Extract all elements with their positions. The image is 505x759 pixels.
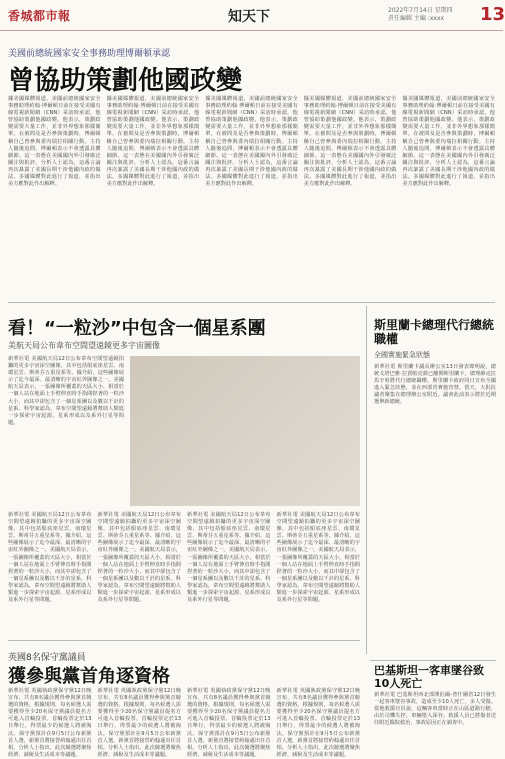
story2-subheadline: 美航天局公布韋布空間望遠鏡更多宇宙圖像 — [8, 341, 160, 350]
sidebar2-body: 新華社電 巴基斯坦西北部開伯爾-普什圖省12日發生一起客車墜谷事故，造成至少10人死亡、多人受傷。當地救援官員說，這輛客車當時正在山區道路行駛，由於司機失控，車輛墜入深谷。救援人員已將傷者送往附近醫院救治，事故原因正在調查中。 — [374, 692, 496, 727]
editor-line: 責任編輯 主編 :xxxx — [388, 15, 445, 22]
story1-column: 據美國媒體報道，美國前總統國家安全事務助理約翰·博爾頓日前在接受美國有線電視新聞網（CNN）采訪時承認，他曾協助策劃他國政變。他表示，策劃政變需要大量工作，並非外界想象那樣簡單。在被問及是否參與策劃時，博爾頓稱自己曾參與委內瑞拉相關行動。主持人隨後追問，博爾頓表示不會透露具體細節。這一表態在美國國內外引發廣泛關注與批評。分析人士認為，這番言論再次暴露了美國長期干涉他國內政的做法。多國媒體對此進行了報道，並指出美方應對此作出解釋。 — [106, 96, 200, 188]
divider — [370, 660, 496, 661]
story1-headline: 曾協助策劃他國政變 — [8, 66, 243, 96]
story2-body-columns: 新華社電 美國航天局12日公布韋布空間望遠鏡拍攝的更多宇宙深空圖像，其中包括船底座星雲、南環星雲、斯蒂芬五重星系等。據介紹，這些圖像展示了迄今最深、最清晰的宇宙紅外圖像之一。美國航天局表示，一張圖像所覆蓋的天區大小，相當於一個人站在地面上手臂伸直時手指間捏著的一粒沙大小，而其中卻包含了一個星系團以及數以千計的星系。科學家認為，韋布空間望遠鏡將幫助人類進一步探索宇宙起源、星系形成以及系外行星等問題。 新華社電 美國航天局12日公布韋布空間望遠鏡拍攝的更多宇宙深空圖像，其中包括船底座星雲、南環星雲、斯蒂芬五重星系等。據介紹，這些圖像展示了迄今最深、最清晰的宇宙紅外圖像之一。美國航天局表示，一張圖像所覆蓋的天區大小，相當於一個人站在地面上手臂伸直時手指間捏著的一粒沙大小，而其中卻包含了一個星系團以及數以千計的星系。科學家認為，韋布空間望遠鏡將幫助人類進一步探索宇宙起源、星系形成以及系外行星等問題。 新華社電 美國航天局12日公布韋布空間望遠鏡拍攝的更多宇宙深空圖像，其中包括船底座星雲、南環星雲、斯蒂芬五重星系等。據介紹，這些圖像展示了迄今最深、最清晰的宇宙紅外圖像之一。美國航天局表示，一張圖像所覆蓋的天區大小，相當於一個人站在地面上手臂伸直時手指間捏著的一粒沙大小，而其中卻包含了一個星系團以及數以千計的星系。科學家認為，韋布空間望遠鏡將幫助人類進一步探索宇宙起源、星系形成以及系外行星等問題。 新華社電 美國航天局12日公布韋布空間望遠鏡拍攝的更多宇宙深空圖像，其中包括船底座星雲、南環星雲、斯蒂芬五重星系等。據介紹，這些圖像展示了迄今最深、最清晰的宇宙紅外圖像之一。美國航天局表示，一張圖像所覆蓋的天區大小，相當於一個人站在地面上手臂伸直時手指間捏著的一粒沙大小，而其中卻包含了一個星系團以及數以千計的星系。科學家認為，韋布空間望遠鏡將幫助人類進一步探索宇宙起源、星系形成以及系外行星等問題。 — [8, 512, 360, 604]
divider — [366, 306, 367, 654]
masthead — [0, 0, 503, 31]
issue-date: 2022年7月14日 星期四 — [388, 7, 453, 14]
story1-column: 據美國媒體報道，美國前總統國家安全事務助理約翰·博爾頓日前在接受美國有線電視新聞網（CNN）采訪時承認，他曾協助策劃他國政變。他表示，策劃政變需要大量工作，並非外界想象那樣簡單。在被問及是否參與策劃時，博爾頓稱自己曾參與委內瑞拉相關行動。主持人隨後追問，博爾頓表示不會透露具體細節。這一表態在美國國內外引發廣泛關注與批評。分析人士認為，這番言論再次暴露了美國長期干涉他國內政的做法。多國媒體對此進行了報道，並指出美方應對此作出解釋。 — [205, 96, 298, 188]
divider — [8, 640, 360, 641]
story3-body-columns: 新華社電 英國執政黨保守黨12日晚宣布，共有8名議員獲得參與黨首競選的資格。根據規則，每名候選人需要獲得至少20名保守黨議員提名方可進入首輪投票。首輪投票定於13日舉行，得票最少的候選人將被淘汰。保守黨預計在9月5日公布新黨首人選，新黨首將接替約翰遜出任首相。分析人士指出，此次競選將聚焦經濟、減稅及生活成本等議題。 新華社電 英國執政黨保守黨12日晚宣布，共有8名議員獲得參與黨首競選的資格。根據規則，每名候選人需要獲得至少20名保守黨議員提名方可進入首輪投票。首輪投票定於13日舉行，得票最少的候選人將被淘汰。保守黨預計在9月5日公布新黨首人選，新黨首將接替約翰遜出任首相。分析人士指出，此次競選將聚焦經濟、減稅及生活成本等議題。 新華社電 英國執政黨保守黨12日晚宣布，共有8名議員獲得參與黨首競選的資格。根據規則，每名候選人需要獲得至少20名保守黨議員提名方可進入首輪投票。首輪投票定於13日舉行，得票最少的候選人將被淘汰。保守黨預計在9月5日公布新黨首人選，新黨首將接替約翰遜出任首相。分析人士指出，此次競選將聚焦經濟、減稅及生活成本等議題。 新華社電 英國執政黨保守黨12日晚宣布，共有8名議員獲得參與黨首競選的資格。根據規則，每名候選人需要獲得至少20名保守黨議員提名方可進入首輪投票。首輪投票定於13日舉行，得票最少的候選人將被淘汰。保守黨預計在9月5日公布新黨首人選，新黨首將接替約翰遜出任首相。分析人士指出，此次競選將聚焦經濟、減稅及生活成本等議題。 — [8, 688, 360, 758]
sidebar1-headline: 斯里蘭卡總理代行總統職權 — [374, 318, 495, 346]
newspaper-logo: 香城都市報 — [8, 9, 71, 23]
sidebar1-subheadline: 全國實施緊急狀態 — [374, 351, 430, 359]
sidebar2-headline: 巴基斯坦一客車墜谷致10人死亡 — [374, 664, 484, 690]
story2-headline: 看！“一粒沙”中包含一個星系團 — [8, 318, 266, 339]
story3-headline: 獲參與黨首角逐資格 — [8, 666, 170, 687]
story1-column: 據美國媒體報道，美國前總統國家安全事務助理約翰·博爾頓日前在接受美國有線電視新聞網（CNN）采訪時承認，他曾協助策劃他國政變。他表示，策劃政變需要大量工作，並非外界想象那樣簡單。在被問及是否參與策劃時，博爾頓稱自己曾參與委內瑞拉相關行動。主持人隨後追問，博爾頓表示不會透露具體細節。這一表態在美國國內外引發廣泛關注與批評。分析人士認為，這番言論再次暴露了美國長期干涉他國內政的做法。多國媒體對此進行了報道，並指出美方應對此作出解釋。 — [402, 96, 495, 188]
page-number: 13 — [480, 4, 505, 25]
story2-left-column: 新華社電 美國航天局12日公布韋布空間望遠鏡拍攝的更多宇宙深空圖像，其中包括船底座星雲、南環星雲、斯蒂芬五重星系等。據介紹，這些圖像展示了迄今最深、最清晰的宇宙紅外圖像之一。美國航天局表示，一張圖像所覆蓋的天區大小，相當於一個人站在地面上手臂伸直時手指間捏著的一粒沙大小，而其中卻包含了一個星系團以及數以千計的星系。科學家認為，韋布空間望遠鏡將幫助人類進一步探索宇宙起源、星系形成以及系外行星等問題。 — [8, 356, 124, 426]
story3-kicker: 英國8名保守黨議員 — [8, 653, 86, 663]
story1-kicker: 美國前總統國家安全事務助理博爾頓承認 — [8, 49, 171, 59]
sidebar1-body: 新華社電 斯里蘭卡議長辦公室13日發表聲明說，總統戈塔巴雅·拉賈帕克薩已離開斯里蘭卡，總理維克拉馬辛哈將代行總統職權。斯里蘭卡政府同日宣布全國進入緊急狀態，並在西部省實施宵禁。當天，大批抗議者聚集在總理辦公室附近。議會此前表示將於近期選舉新總統。 — [374, 364, 496, 406]
story1-column: 據美國媒體報道，美國前總統國家安全事務助理約翰·博爾頓日前在接受美國有線電視新聞網（CNN）采訪時承認，他曾協助策劃他國政變。他表示，策劃政變需要大量工作，並非外界想象那樣簡單。在被問及是否參與策劃時，博爾頓稱自己曾參與委內瑞拉相關行動。主持人隨後追問，博爾頓表示不會透露具體細節。這一表態在美國國內外引發廣泛關注與批評。分析人士認為，這番言論再次暴露了美國長期干涉他國內政的做法。多國媒體對此進行了報道，並指出美方應對此作出解釋。 — [303, 96, 397, 188]
galaxy-cluster-photo — [130, 356, 360, 506]
divider — [8, 302, 495, 303]
section-title: 知天下 — [228, 9, 270, 25]
story1-body-columns — [8, 96, 495, 292]
story1-column: 據美國媒體報道，美國前總統國家安全事務助理約翰·博爾頓日前在接受美國有線電視新聞網（CNN）采訪時承認，他曾協助策劃他國政變。他表示，策劃政變需要大量工作，並非外界想象那樣簡單。在被問及是否參與策劃時，博爾頓稱自己曾參與委內瑞拉相關行動。主持人隨後追問，博爾頓表示不會透露具體細節。這一表態在美國國內外引發廣泛關注與批評。分析人士認為，這番言論再次暴露了美國長期干涉他國內政的做法。多國媒體對此進行了報道，並指出美方應對此作出解釋。 — [8, 96, 101, 188]
issue-meta — [388, 7, 453, 23]
